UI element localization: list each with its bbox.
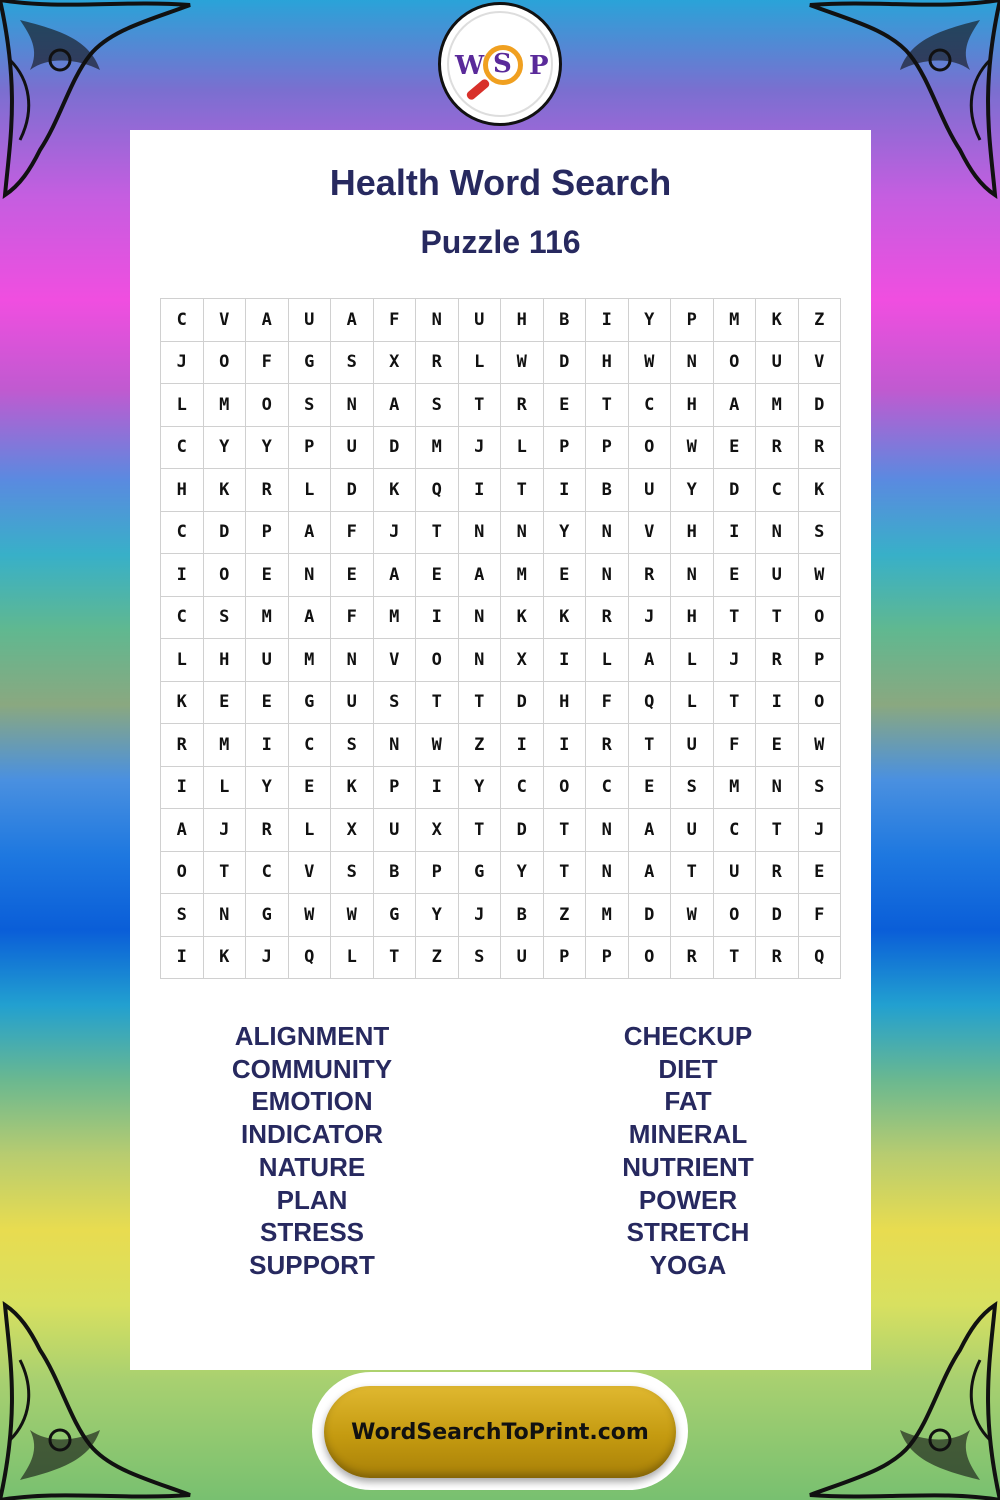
grid-cell[interactable]: K (161, 682, 204, 725)
grid-cell[interactable]: T (586, 384, 629, 427)
grid-cell[interactable]: Q (629, 682, 672, 725)
grid-cell[interactable]: O (204, 342, 247, 385)
grid-cell[interactable]: U (331, 427, 374, 470)
grid-cell[interactable]: R (629, 554, 672, 597)
grid-cell[interactable]: O (799, 682, 842, 725)
grid-cell[interactable]: H (501, 299, 544, 342)
grid-cell[interactable]: G (374, 894, 417, 937)
grid-cell[interactable]: K (204, 469, 247, 512)
word-list-item: EMOTION (251, 1086, 373, 1117)
website-badge-wrap (312, 1372, 688, 1490)
grid-cell[interactable]: R (756, 852, 799, 895)
grid-cell[interactable]: A (374, 554, 417, 597)
grid-cell[interactable]: E (331, 554, 374, 597)
grid-cell[interactable]: Z (544, 894, 587, 937)
grid-cell[interactable]: N (586, 554, 629, 597)
grid-cell[interactable]: J (246, 937, 289, 980)
grid-cell[interactable]: A (289, 512, 332, 555)
grid-cell[interactable]: P (671, 299, 714, 342)
grid-cell[interactable]: S (331, 342, 374, 385)
grid-cell[interactable]: M (416, 427, 459, 470)
grid-cell[interactable]: U (714, 852, 757, 895)
grid-cell[interactable]: J (629, 597, 672, 640)
grid-cell[interactable]: D (204, 512, 247, 555)
grid-cell[interactable]: R (756, 937, 799, 980)
grid-cell[interactable]: N (671, 342, 714, 385)
letter-grid (160, 298, 841, 979)
word-list-item: DIET (658, 1053, 718, 1084)
grid-cell[interactable]: E (756, 724, 799, 767)
grid-cell[interactable]: R (246, 469, 289, 512)
grid-cell[interactable]: C (501, 767, 544, 810)
grid-cell[interactable]: R (416, 342, 459, 385)
grid-cell[interactable]: S (416, 384, 459, 427)
grid-cell[interactable]: N (331, 384, 374, 427)
puzzle-number: Puzzle 116 (420, 224, 581, 260)
grid-cell[interactable]: T (756, 597, 799, 640)
word-list-item: SUPPORT (249, 1249, 375, 1280)
grid-cell[interactable]: W (331, 894, 374, 937)
grid-cell[interactable]: D (756, 894, 799, 937)
grid-cell[interactable]: Y (671, 469, 714, 512)
grid-cell[interactable]: I (459, 469, 502, 512)
word-list-right (523, 1020, 853, 1282)
grid-cell[interactable]: O (246, 384, 289, 427)
grid-cell[interactable]: W (671, 427, 714, 470)
grid-cell[interactable]: H (544, 682, 587, 725)
grid-cell[interactable]: Y (544, 512, 587, 555)
word-list-item: FAT (664, 1086, 712, 1117)
grid-cell[interactable]: O (629, 937, 672, 980)
grid-cell[interactable]: C (161, 512, 204, 555)
grid-cell[interactable]: N (586, 512, 629, 555)
grid-cell[interactable]: T (714, 597, 757, 640)
grid-cell[interactable]: K (756, 299, 799, 342)
logo-letter-w: W (455, 51, 485, 81)
logo-letter-s: S (493, 49, 512, 79)
grid-cell[interactable]: Y (246, 427, 289, 470)
grid-cell[interactable]: C (161, 597, 204, 640)
puzzle-panel (130, 130, 871, 1370)
grid-cell[interactable]: R (246, 809, 289, 852)
page-title: Health Word Search (329, 162, 672, 203)
grid-cell[interactable]: A (331, 299, 374, 342)
grid-cell[interactable]: N (586, 852, 629, 895)
grid-cell[interactable]: N (204, 894, 247, 937)
grid-cell[interactable]: Z (799, 299, 842, 342)
grid-cell[interactable]: M (756, 384, 799, 427)
website-button[interactable]: WordSearchToPrint.com (324, 1386, 676, 1478)
grid-cell[interactable]: D (714, 469, 757, 512)
grid-cell[interactable]: Z (459, 724, 502, 767)
grid-cell[interactable]: M (501, 554, 544, 597)
grid-cell[interactable]: I (714, 512, 757, 555)
grid-cell[interactable]: F (331, 597, 374, 640)
grid-cell[interactable]: P (416, 852, 459, 895)
grid-cell[interactable]: K (331, 767, 374, 810)
word-list-item: PLAN (276, 1184, 348, 1215)
grid-cell[interactable]: H (671, 597, 714, 640)
grid-cell[interactable]: K (544, 597, 587, 640)
grid-cell[interactable]: V (204, 299, 247, 342)
grid-cell[interactable]: T (714, 682, 757, 725)
grid-cell[interactable]: C (161, 427, 204, 470)
grid-cell[interactable]: K (501, 597, 544, 640)
grid-cell[interactable]: L (459, 342, 502, 385)
grid-cell[interactable]: A (161, 809, 204, 852)
grid-cell[interactable]: C (161, 299, 204, 342)
grid-cell[interactable]: S (374, 682, 417, 725)
grid-cell[interactable]: J (161, 342, 204, 385)
grid-cell[interactable]: U (671, 809, 714, 852)
grid-cell[interactable]: R (586, 597, 629, 640)
word-list-item: POWER (638, 1184, 738, 1215)
grid-cell[interactable]: M (204, 384, 247, 427)
grid-cell[interactable]: V (799, 342, 842, 385)
grid-cell[interactable]: V (629, 512, 672, 555)
grid-cell[interactable]: M (714, 767, 757, 810)
grid-cell[interactable]: O (544, 767, 587, 810)
grid-cell[interactable]: F (714, 724, 757, 767)
grid-cell[interactable]: F (331, 512, 374, 555)
grid-cell[interactable]: L (161, 384, 204, 427)
grid-cell[interactable]: V (289, 852, 332, 895)
grid-cell[interactable]: J (799, 809, 842, 852)
grid-cell[interactable]: G (246, 894, 289, 937)
grid-cell[interactable]: O (714, 342, 757, 385)
grid-cell[interactable]: E (204, 682, 247, 725)
grid-cell[interactable]: F (799, 894, 842, 937)
grid-cell[interactable]: G (459, 852, 502, 895)
grid-cell[interactable]: S (799, 767, 842, 810)
grid-cell[interactable]: T (629, 724, 672, 767)
word-list-item: STRESS (259, 1217, 365, 1248)
grid-cell[interactable]: C (714, 809, 757, 852)
grid-cell[interactable]: M (246, 597, 289, 640)
grid-cell[interactable]: U (459, 299, 502, 342)
grid-cell[interactable]: T (204, 852, 247, 895)
grid-cell[interactable]: L (501, 427, 544, 470)
grid-cell[interactable]: T (459, 384, 502, 427)
grid-cell[interactable]: Z (416, 937, 459, 980)
word-list-item: STRETCH (626, 1217, 750, 1248)
grid-cell[interactable]: A (629, 852, 672, 895)
grid-cell[interactable]: H (204, 639, 247, 682)
grid-cell[interactable]: L (331, 937, 374, 980)
grid-cell[interactable]: C (246, 852, 289, 895)
grid-cell[interactable]: L (671, 682, 714, 725)
grid-cell[interactable]: P (586, 427, 629, 470)
grid-cell[interactable]: P (544, 937, 587, 980)
grid-cell[interactable]: B (586, 469, 629, 512)
grid-cell[interactable]: P (374, 767, 417, 810)
grid-cell[interactable]: B (544, 299, 587, 342)
grid-cell[interactable]: M (289, 639, 332, 682)
grid-cell[interactable]: R (586, 724, 629, 767)
grid-cell[interactable]: T (671, 852, 714, 895)
grid-cell[interactable]: J (459, 894, 502, 937)
grid-cell[interactable]: M (586, 894, 629, 937)
word-list-item: MINERAL (628, 1119, 748, 1150)
grid-cell[interactable]: N (756, 512, 799, 555)
grid-cell[interactable]: J (374, 512, 417, 555)
grid-cell[interactable]: I (161, 937, 204, 980)
grid-cell[interactable]: T (756, 809, 799, 852)
grid-cell[interactable]: S (161, 894, 204, 937)
grid-cell[interactable]: E (246, 682, 289, 725)
grid-cell[interactable]: Y (459, 767, 502, 810)
grid-cell[interactable]: O (799, 597, 842, 640)
grid-cell[interactable]: J (204, 809, 247, 852)
grid-cell[interactable]: D (374, 427, 417, 470)
grid-cell[interactable]: N (756, 767, 799, 810)
grid-cell[interactable]: W (799, 554, 842, 597)
grid-cell[interactable]: T (416, 512, 459, 555)
grid-cell[interactable]: W (799, 724, 842, 767)
word-list-left (147, 1020, 477, 1282)
grid-cell[interactable]: F (374, 299, 417, 342)
grid-cell[interactable]: A (246, 299, 289, 342)
grid-cell[interactable]: U (331, 682, 374, 725)
grid-cell[interactable]: N (459, 512, 502, 555)
grid-cell[interactable]: W (289, 894, 332, 937)
grid-cell[interactable]: U (246, 639, 289, 682)
grid-cell[interactable]: T (459, 809, 502, 852)
grid-cell[interactable]: M (374, 597, 417, 640)
grid-cell[interactable]: U (501, 937, 544, 980)
grid-cell[interactable]: D (501, 682, 544, 725)
grid-cell[interactable]: E (714, 554, 757, 597)
grid-cell[interactable]: I (161, 554, 204, 597)
grid-cell[interactable]: T (714, 937, 757, 980)
word-list-item: CHECKUP (623, 1021, 753, 1051)
grid-cell[interactable]: Y (204, 427, 247, 470)
grid-cell[interactable]: L (289, 469, 332, 512)
word-list-item: COMMUNITY (231, 1053, 393, 1084)
grid-cell[interactable]: P (544, 427, 587, 470)
grid-cell[interactable]: K (374, 469, 417, 512)
grid-cell[interactable]: R (161, 724, 204, 767)
logo-letter-p: P (529, 51, 549, 81)
word-list-item: YOGA (649, 1249, 727, 1280)
grid-cell[interactable]: E (416, 554, 459, 597)
grid-cell[interactable]: Y (246, 767, 289, 810)
grid-cell[interactable]: S (331, 852, 374, 895)
grid-cell[interactable]: O (416, 639, 459, 682)
grid-cell[interactable]: N (289, 554, 332, 597)
grid-cell[interactable]: B (374, 852, 417, 895)
grid-cell[interactable]: O (629, 427, 672, 470)
grid-cell[interactable]: X (374, 342, 417, 385)
grid-cell[interactable]: A (289, 597, 332, 640)
grid-cell[interactable]: D (799, 384, 842, 427)
grid-cell[interactable]: Y (629, 299, 672, 342)
grid-cell[interactable]: N (586, 809, 629, 852)
grid-cell[interactable]: U (289, 299, 332, 342)
grid-cell[interactable]: G (289, 682, 332, 725)
grid-cell[interactable]: I (161, 767, 204, 810)
grid-cell[interactable]: S (799, 512, 842, 555)
grid-cell[interactable]: E (799, 852, 842, 895)
grid-cell[interactable]: E (544, 384, 587, 427)
grid-cell[interactable]: L (586, 639, 629, 682)
grid-cell[interactable]: I (586, 299, 629, 342)
grid-cell[interactable]: H (671, 512, 714, 555)
word-list-item: INDICATOR (240, 1119, 384, 1150)
grid-cell[interactable]: L (671, 639, 714, 682)
grid-cell[interactable]: R (756, 639, 799, 682)
grid-cell[interactable]: F (586, 682, 629, 725)
grid-cell[interactable]: W (416, 724, 459, 767)
grid-cell[interactable]: E (289, 767, 332, 810)
grid-cell[interactable]: I (544, 469, 587, 512)
grid-cell[interactable]: T (459, 682, 502, 725)
grid-cell[interactable]: I (544, 639, 587, 682)
grid-cell[interactable]: W (629, 342, 672, 385)
grid-cell[interactable]: P (799, 639, 842, 682)
grid-cell[interactable]: N (501, 512, 544, 555)
grid-cell[interactable]: D (629, 894, 672, 937)
grid-cell[interactable]: E (544, 554, 587, 597)
grid-cell[interactable]: T (501, 469, 544, 512)
grid-cell[interactable]: K (204, 937, 247, 980)
grid-cell[interactable]: A (629, 639, 672, 682)
word-list-item: ALIGNMENT (234, 1021, 390, 1051)
grid-cell[interactable]: L (204, 767, 247, 810)
grid-cell[interactable]: O (161, 852, 204, 895)
grid-cell[interactable]: I (416, 597, 459, 640)
grid-cell[interactable]: F (246, 342, 289, 385)
grid-cell[interactable]: H (586, 342, 629, 385)
grid-cell[interactable]: S (459, 937, 502, 980)
grid-cell[interactable]: K (799, 469, 842, 512)
grid-cell[interactable]: B (501, 894, 544, 937)
grid-cell[interactable]: E (714, 427, 757, 470)
grid-cell[interactable]: Q (289, 937, 332, 980)
grid-cell[interactable]: N (459, 639, 502, 682)
grid-cell[interactable]: J (459, 427, 502, 470)
wsp-logo (438, 2, 562, 126)
grid-cell[interactable]: Q (416, 469, 459, 512)
grid-cell[interactable]: A (459, 554, 502, 597)
grid-cell[interactable]: S (331, 724, 374, 767)
grid-cell[interactable]: N (331, 639, 374, 682)
grid-cell[interactable]: A (714, 384, 757, 427)
grid-cell[interactable]: U (756, 554, 799, 597)
grid-cell[interactable]: T (544, 809, 587, 852)
grid-cell[interactable]: X (416, 809, 459, 852)
grid-cell[interactable]: I (501, 724, 544, 767)
word-list-item: NATURE (258, 1151, 366, 1182)
grid-cell[interactable]: E (629, 767, 672, 810)
grid-cell[interactable]: M (714, 299, 757, 342)
grid-cell[interactable]: W (671, 894, 714, 937)
grid-cell[interactable]: R (671, 937, 714, 980)
grid-cell[interactable]: M (204, 724, 247, 767)
grid-cell[interactable]: W (501, 342, 544, 385)
grid-cell[interactable]: T (544, 852, 587, 895)
grid-cell[interactable]: N (374, 724, 417, 767)
grid-cell[interactable]: C (756, 469, 799, 512)
grid-cell[interactable]: H (161, 469, 204, 512)
grid-cell[interactable]: J (714, 639, 757, 682)
grid-cell[interactable]: S (289, 384, 332, 427)
grid-cell[interactable]: H (671, 384, 714, 427)
grid-cell[interactable]: I (246, 724, 289, 767)
grid-cell[interactable]: S (671, 767, 714, 810)
grid-cell[interactable]: I (756, 682, 799, 725)
grid-cell[interactable]: P (289, 427, 332, 470)
grid-cell[interactable]: A (374, 384, 417, 427)
grid-cell[interactable]: L (289, 809, 332, 852)
grid-cell[interactable]: R (501, 384, 544, 427)
grid-cell[interactable]: I (544, 724, 587, 767)
grid-cell[interactable]: N (416, 299, 459, 342)
grid-cell[interactable]: C (289, 724, 332, 767)
grid-cell[interactable]: N (459, 597, 502, 640)
grid-cell[interactable]: E (246, 554, 289, 597)
word-list-item: NUTRIENT (622, 1151, 754, 1182)
grid-cell[interactable]: D (331, 469, 374, 512)
grid-cell[interactable]: O (714, 894, 757, 937)
grid-cell[interactable]: G (289, 342, 332, 385)
grid-cell[interactable]: P (246, 512, 289, 555)
grid-cell[interactable]: Y (416, 894, 459, 937)
grid-cell[interactable]: R (799, 427, 842, 470)
grid-cell[interactable]: L (161, 639, 204, 682)
grid-cell[interactable]: A (629, 809, 672, 852)
grid-cell[interactable]: D (501, 809, 544, 852)
grid-cell[interactable]: U (671, 724, 714, 767)
grid-cell[interactable]: T (416, 682, 459, 725)
grid-cell[interactable]: X (331, 809, 374, 852)
grid-cell[interactable]: O (204, 554, 247, 597)
grid-cell[interactable]: N (671, 554, 714, 597)
grid-cell[interactable]: T (374, 937, 417, 980)
grid-cell[interactable]: U (629, 469, 672, 512)
grid-cell[interactable]: P (586, 937, 629, 980)
grid-cell[interactable]: R (756, 427, 799, 470)
grid-cell[interactable]: V (374, 639, 417, 682)
grid-cell[interactable]: S (204, 597, 247, 640)
grid-cell[interactable]: U (374, 809, 417, 852)
grid-cell[interactable]: C (586, 767, 629, 810)
grid-cell[interactable]: C (629, 384, 672, 427)
grid-cell[interactable]: D (544, 342, 587, 385)
grid-cell[interactable]: I (416, 767, 459, 810)
grid-cell[interactable]: X (501, 639, 544, 682)
grid-cell[interactable]: U (756, 342, 799, 385)
grid-cell[interactable]: Y (501, 852, 544, 895)
grid-cell[interactable]: Q (799, 937, 842, 980)
